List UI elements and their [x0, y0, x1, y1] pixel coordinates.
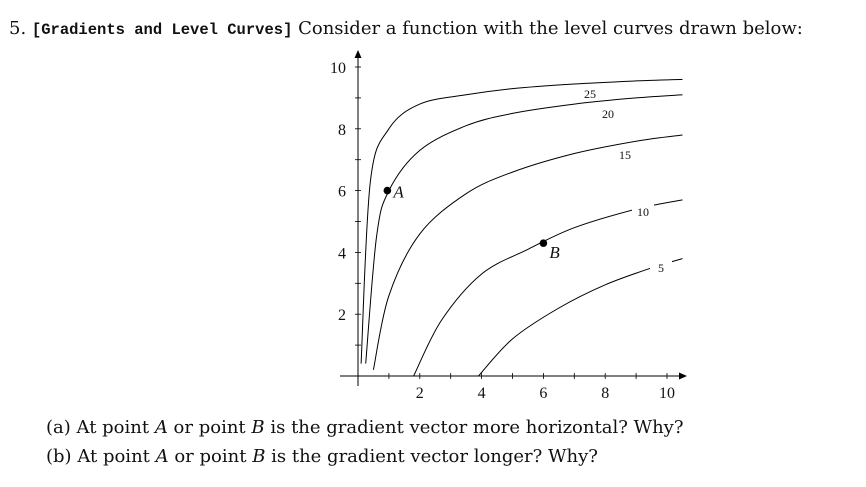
- question-b: [46, 446, 598, 467]
- level-label-25: 25: [584, 87, 596, 101]
- question-b-pre: At point: [77, 446, 156, 467]
- question-b-point-b: B: [252, 446, 266, 467]
- y-tick-label: 6: [338, 183, 346, 201]
- question-a-label: (a): [46, 417, 71, 438]
- question-a: [46, 417, 684, 438]
- level-curve-10: [414, 200, 683, 376]
- point-b-label: B: [549, 243, 560, 263]
- level-label-5: 5: [658, 261, 664, 275]
- question-b-label: (b): [46, 446, 72, 467]
- level-curve-15: [373, 135, 682, 370]
- level-curve-25: [361, 79, 682, 363]
- level-label-10: 10: [637, 205, 649, 219]
- question-a-mid: or point: [167, 417, 252, 438]
- problem-number: 5.: [9, 18, 27, 39]
- question-a-pre: At point: [76, 417, 155, 438]
- y-tick-label: 8: [338, 121, 346, 139]
- point-a: [384, 187, 392, 195]
- level-curve-20: [366, 95, 683, 364]
- question-a-point-a: A: [154, 417, 168, 438]
- level-curve-5: [479, 259, 683, 376]
- y-tick-label: 2: [338, 307, 346, 325]
- point-a-label: A: [393, 182, 404, 202]
- level-label-20: 20: [602, 107, 614, 121]
- level-label-15: 15: [619, 148, 631, 162]
- question-b-post: is the gradient vector longer? Why?: [265, 446, 598, 467]
- y-tick-label: 4: [338, 245, 346, 263]
- x-tick-label: 2: [415, 385, 424, 402]
- question-a-point-b: B: [251, 417, 265, 438]
- y-axis-arrow-icon: [355, 50, 362, 58]
- question-b-mid: or point: [168, 446, 253, 467]
- point-b: [540, 239, 548, 247]
- x-tick-label: 6: [539, 385, 548, 402]
- x-tick-label: 8: [601, 385, 610, 402]
- x-tick-label: 4: [477, 385, 486, 402]
- problem-text: Consider a function with the level curves drawn below:: [298, 18, 803, 39]
- problem-tag: [Gradients and Level Curves]: [31, 21, 293, 39]
- question-b-point-a: A: [155, 446, 169, 467]
- x-tick-label: 10: [659, 385, 675, 402]
- question-a-post: is the gradient vector more horizontal? Why?: [264, 417, 684, 438]
- x-axis-arrow-icon: [679, 373, 687, 380]
- y-tick-label: 10: [330, 60, 346, 77]
